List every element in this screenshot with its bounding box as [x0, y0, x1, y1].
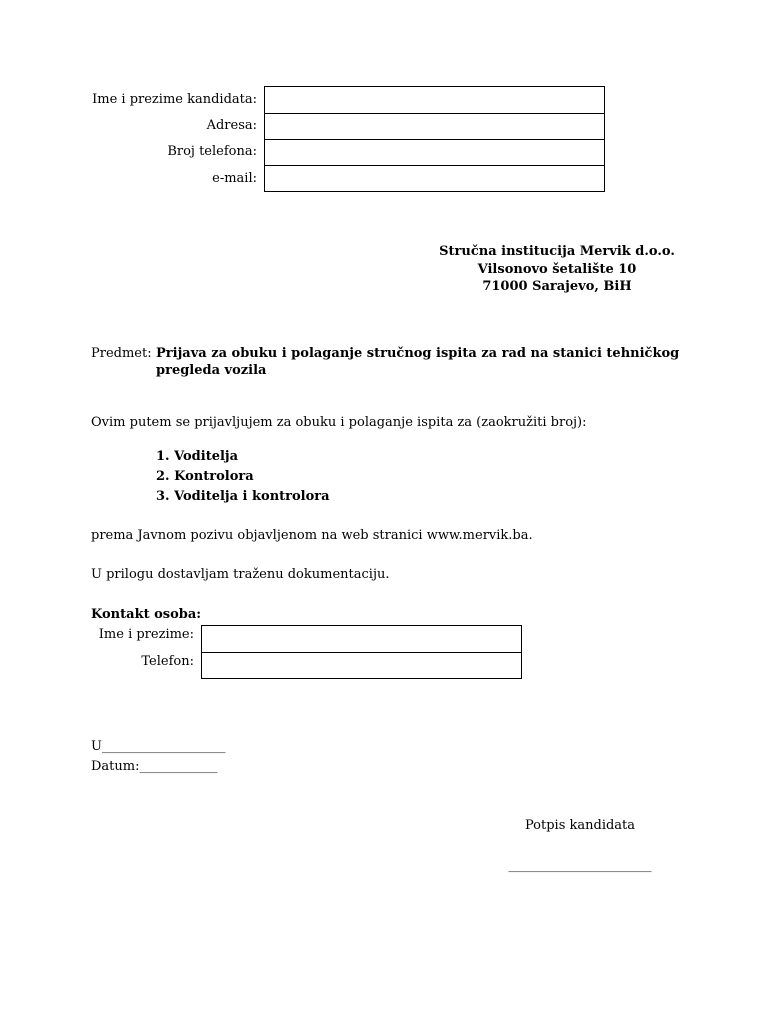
- recipient-line-2: Vilsonovo šetalište 10: [477, 262, 637, 277]
- contact-phone-label: Telefon:: [141, 654, 194, 669]
- subject-line-1: Prijava za obuku i polaganje stručnog ispita za rad na stanici tehničkog: [156, 346, 680, 361]
- contact-name-label: Ime i prezime:: [98, 627, 194, 642]
- signature-label: Potpis kandidata: [524, 818, 636, 833]
- option-3[interactable]: 3. Voditelja i kontrolora: [156, 489, 330, 504]
- candidate-address-field[interactable]: [264, 113, 605, 140]
- contact-name-field[interactable]: [201, 625, 522, 653]
- candidate-phone-field[interactable]: [264, 139, 605, 166]
- option-2[interactable]: 2. Kontrolora: [156, 469, 254, 484]
- candidate-phone-label: Broj telefona:: [167, 144, 257, 159]
- subject-line-2: pregleda vozila: [156, 363, 267, 378]
- place-line[interactable]: U___________________: [91, 739, 226, 754]
- candidate-address-label: Adresa:: [206, 118, 257, 133]
- recipient-line-3: 71000 Sarajevo, BiH: [482, 279, 632, 294]
- candidate-email-field[interactable]: [264, 165, 605, 192]
- recipient-line-1: Stručna institucija Mervik d.o.o.: [439, 244, 675, 259]
- intro-text: Ovim putem se prijavljujem za obuku i polaganje ispita za (zaokružiti broj):: [91, 415, 587, 430]
- contact-phone-field[interactable]: [201, 652, 522, 679]
- candidate-name-field[interactable]: [264, 86, 605, 114]
- subject-label: Predmet:: [91, 346, 152, 361]
- public-call-text: prema Javnom pozivu objavljenom na web stranici www.mervik.ba.: [91, 528, 533, 543]
- date-line[interactable]: Datum:____________: [91, 759, 218, 774]
- candidate-name-label: Ime i prezime kandidata:: [92, 92, 257, 107]
- attachment-text: U prilogu dostavljam traženu dokumentaciju.: [91, 567, 390, 582]
- contact-heading: Kontakt osoba:: [91, 607, 202, 622]
- signature-line[interactable]: ______________________: [508, 858, 652, 873]
- candidate-email-label: e-mail:: [212, 171, 257, 186]
- option-1[interactable]: 1. Voditelja: [156, 449, 239, 464]
